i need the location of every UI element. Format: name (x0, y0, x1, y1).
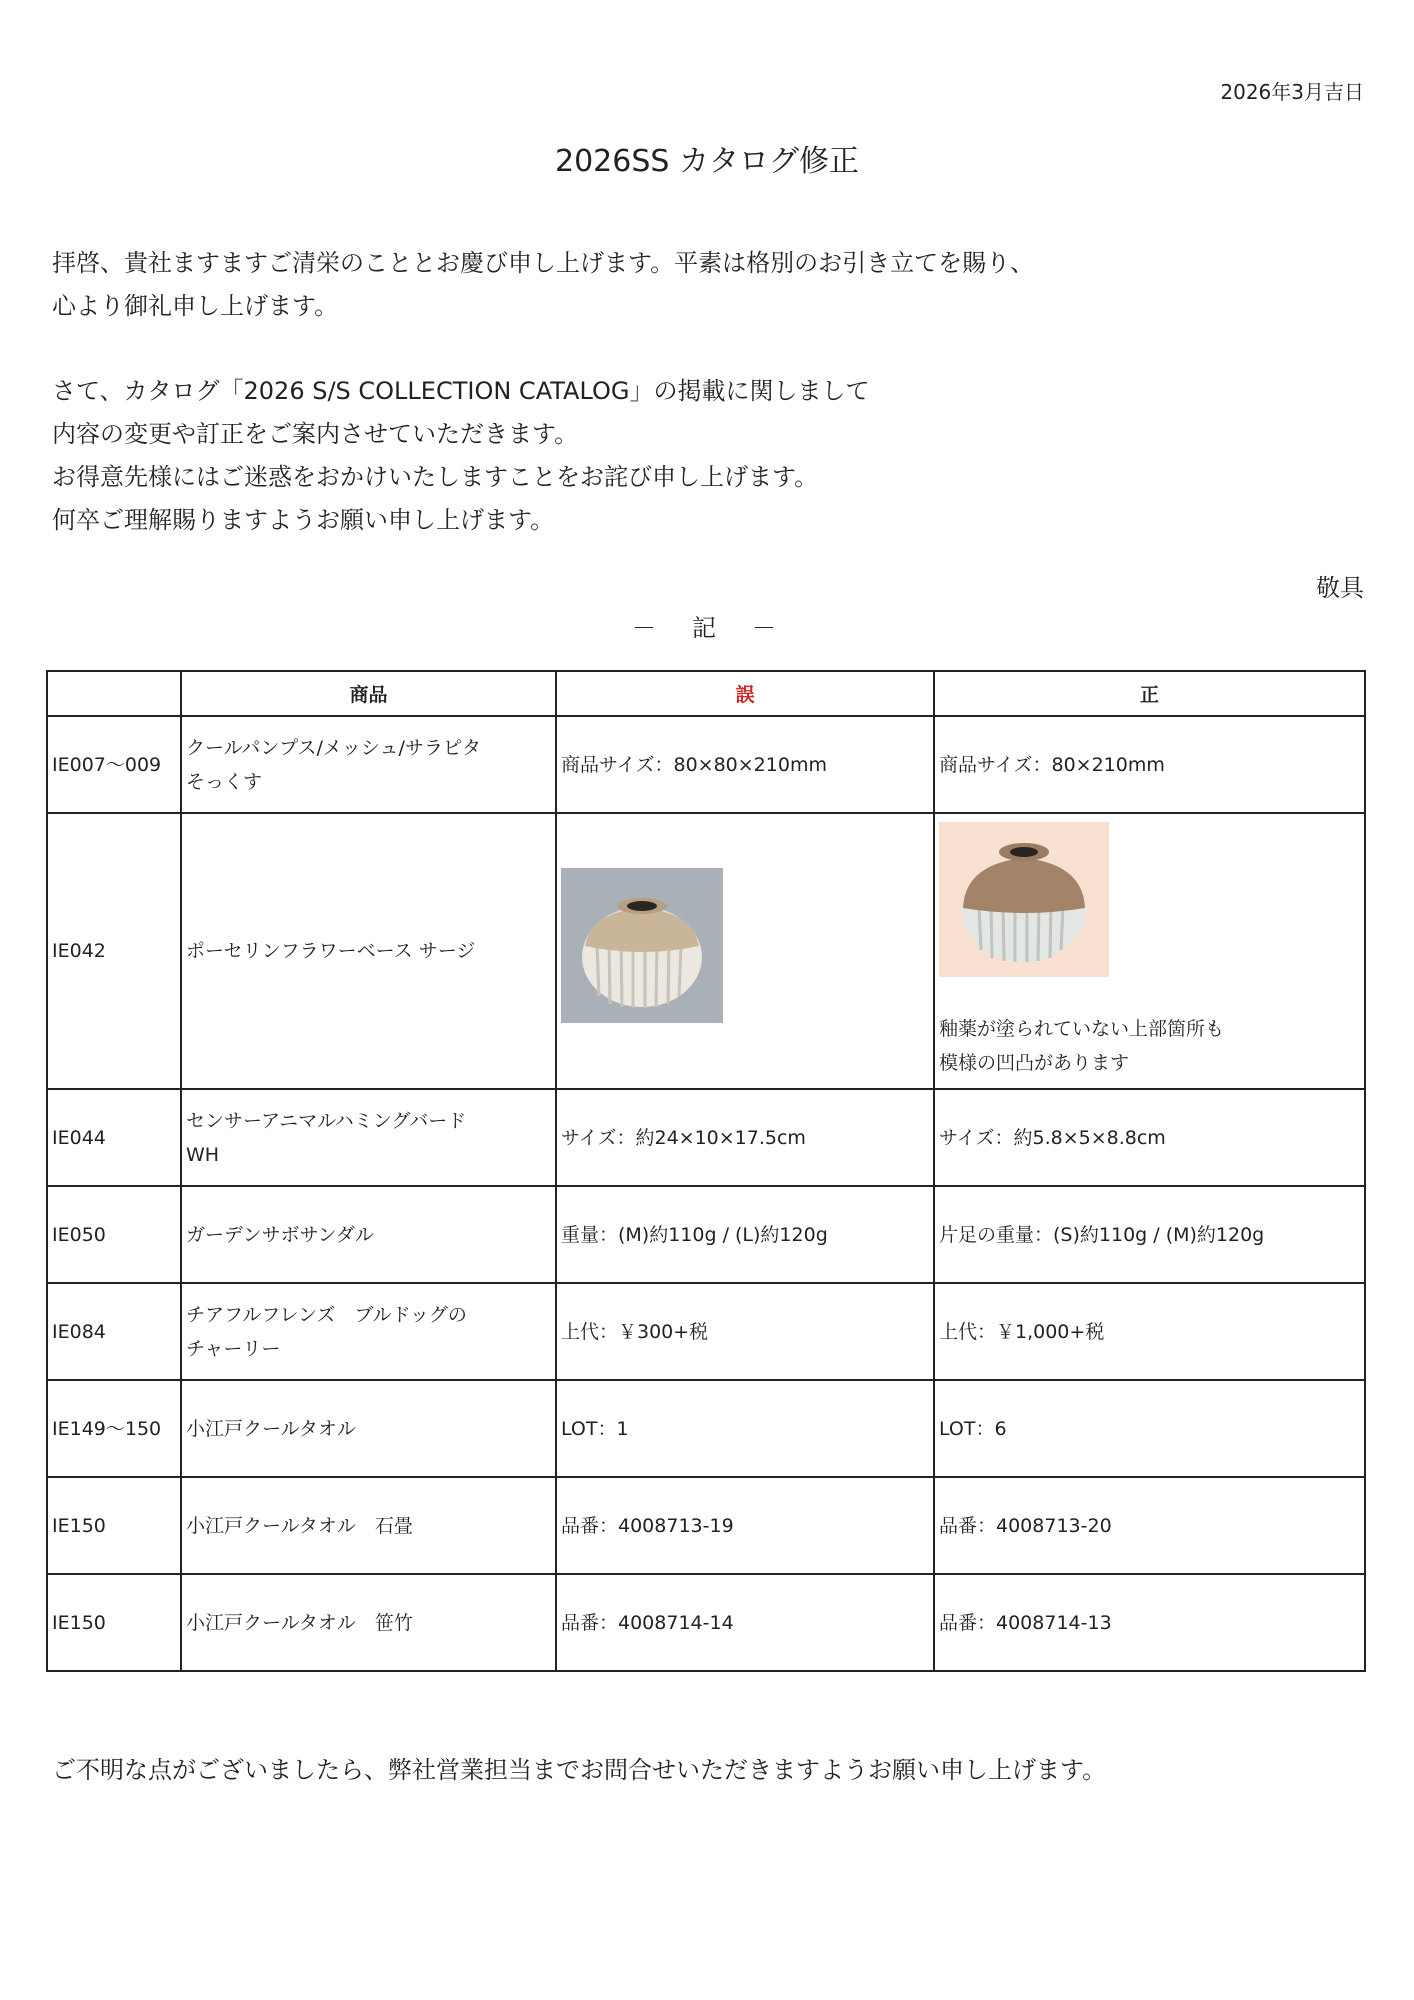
cell-product (181, 813, 556, 1089)
cell-wrong (556, 813, 934, 1089)
table-row (47, 1186, 1365, 1283)
body-line: 内容の変更や訂正をご案内させていただきます。 (52, 420, 579, 448)
table-row (47, 1283, 1365, 1380)
ki-heading: － 記 － (632, 614, 782, 642)
product-line: ガーデンサボサンダル (186, 1223, 374, 1246)
product-line: そっくす (186, 770, 263, 793)
cell-product (181, 1186, 556, 1283)
note-line: 釉薬が塗られていない上部箇所も (939, 1018, 1225, 1040)
header-wrong: 誤 (556, 671, 934, 716)
cell-code: IE150 (47, 1574, 181, 1671)
vase-opening (1010, 847, 1038, 857)
header-product: 商品 (181, 671, 556, 716)
page-title: 2026SS カタログ修正 (555, 144, 859, 179)
cell-correct: 片足の重量：(S)約110g / (M)約120g (934, 1186, 1365, 1283)
cell-wrong: 品番：4008713-19 (556, 1477, 934, 1574)
cell-correct: 品番：4008713-20 (934, 1477, 1365, 1574)
cell-wrong: LOT：1 (556, 1380, 934, 1477)
cell-correct: サイズ：約5.8×5×8.8cm (934, 1089, 1365, 1186)
product-line: センサーアニマルハミングバード (186, 1109, 467, 1132)
product-line: 小江戸クールタオル (186, 1417, 356, 1440)
body-line: 何卒ご理解賜りますようお願い申し上げます。 (52, 506, 555, 534)
vase-image-correct (939, 822, 1101, 977)
cell-product (181, 1283, 556, 1380)
cell-wrong: 品番：4008714-14 (556, 1574, 934, 1671)
cell-product (181, 1574, 556, 1671)
cell-correct: 商品サイズ：80×210mm (934, 716, 1365, 813)
greeting-line: 拝啓、貴社ますますご清栄のこととお慶び申し上げます。平素は格別のお引き立てを賜り、 (52, 249, 1035, 277)
cell-code: IE050 (47, 1186, 181, 1283)
header-code (47, 671, 181, 716)
cell-correct (934, 813, 1365, 1089)
product-line: WH (186, 1143, 220, 1166)
table-row (47, 813, 1365, 1089)
table-row (47, 1477, 1365, 1574)
vase-opening (627, 901, 657, 911)
greeting-paragraph (52, 242, 1034, 328)
cell-code: IE084 (47, 1283, 181, 1380)
vase-image-wrong (561, 868, 723, 1023)
correction-table (46, 670, 1366, 1672)
product-line: 小江戸クールタオル 笹竹 (186, 1611, 413, 1634)
cell-product (181, 1477, 556, 1574)
body-line: お得意先様にはご迷惑をおかけいたしますことをお詫び申し上げます。 (52, 463, 819, 491)
cell-wrong: 上代：￥300+税 (556, 1283, 934, 1380)
cell-wrong: サイズ：約24×10×17.5cm (556, 1089, 934, 1186)
cell-correct: 上代：￥1,000+税 (934, 1283, 1365, 1380)
table-row (47, 1380, 1365, 1477)
table-row (47, 1089, 1365, 1186)
cell-correct: 品番：4008714-13 (934, 1574, 1365, 1671)
product-line: チャーリー (186, 1337, 281, 1360)
cell-code: IE149〜150 (47, 1380, 181, 1477)
cell-correct: LOT：6 (934, 1380, 1365, 1477)
cell-product (181, 1089, 556, 1186)
product-line: クールパンプス/メッシュ/サラピタ (186, 736, 481, 759)
cell-code: IE150 (47, 1477, 181, 1574)
table-row (47, 1574, 1365, 1671)
cell-code: IE007〜009 (47, 716, 181, 813)
body-line: さて、カタログ「2026 S/S COLLECTION CATALOG」の掲載に関しまして (52, 377, 870, 405)
cell-wrong: 重量：(M)約110g / (L)約120g (556, 1186, 934, 1283)
table-row (47, 716, 1365, 813)
cell-code: IE044 (47, 1089, 181, 1186)
correct-note (939, 1012, 1360, 1080)
cell-product (181, 716, 556, 813)
cell-wrong: 商品サイズ：80×80×210mm (556, 716, 934, 813)
greeting-line: 心より御礼申し上げます。 (52, 292, 339, 320)
cell-code: IE042 (47, 813, 181, 1089)
cell-product (181, 1380, 556, 1477)
product-line: チアフルフレンズ ブルドッグの (186, 1303, 467, 1326)
note-line: 模様の凹凸があります (939, 1052, 1130, 1074)
header-correct: 正 (934, 671, 1365, 716)
product-line: 小江戸クールタオル 石畳 (186, 1514, 413, 1537)
body-paragraph (52, 370, 869, 542)
footer-note: ご不明な点がございましたら、弊社営業担当までお問合せいただきますようお願い申し上げます。 (52, 1756, 1107, 1784)
closing-keigu: 敬具 (1316, 574, 1364, 602)
product-line: ポーセリンフラワーベース サージ (186, 940, 476, 962)
table-header-row (47, 671, 1365, 716)
document-date: 2026年3月吉日 (1220, 80, 1364, 104)
